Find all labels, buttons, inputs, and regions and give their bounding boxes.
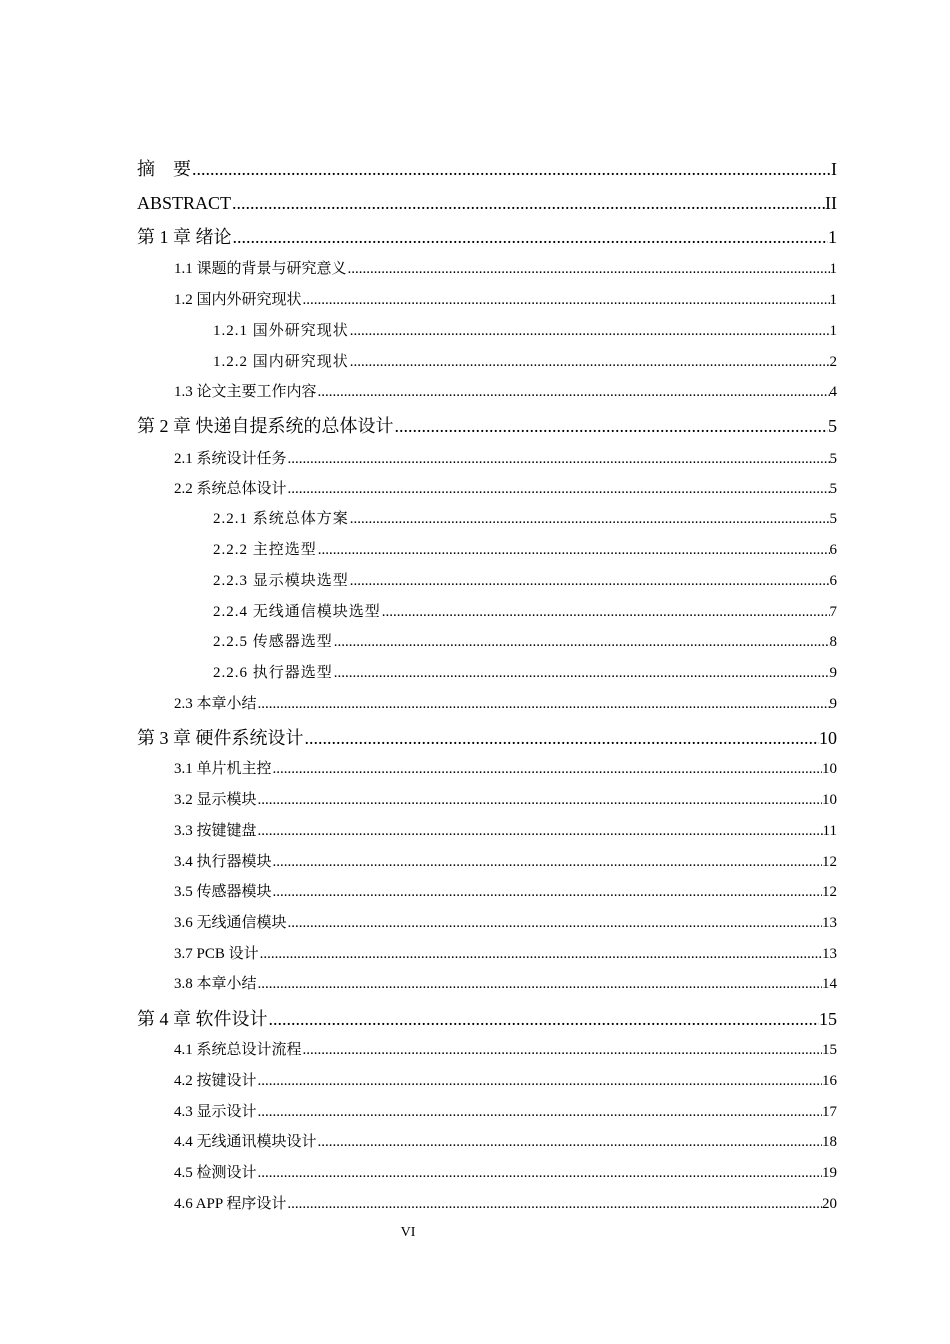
dot-leader [287,1197,822,1212]
toc-entry-label: 第 2 章 快递自提系统的总体设计 [137,416,394,436]
toc-entry-page: 2 [829,354,837,370]
toc-entry-page: 15 [819,1009,837,1029]
toc-entry-label: 2.2.6 执行器选型 [213,665,333,681]
dot-leader [318,1135,822,1150]
dot-leader [305,729,820,747]
toc-entry-label: 1.2.1 国外研究现状 [213,323,349,339]
dot-leader [258,1074,822,1089]
toc-entry-page: 14 [822,976,837,992]
dot-leader [395,417,829,435]
toc-entry-page: 1 [829,323,837,339]
toc-entry-label: 2.3 本章小结 [174,696,257,712]
toc-entry-label: 第 1 章 绪论 [137,227,232,247]
toc-entry-label: 3.6 无线通信模块 [174,915,287,931]
toc-entry-page: 7 [829,604,837,620]
toc-entry-label: 第 4 章 软件设计 [137,1009,268,1029]
toc-entry-page: 5 [829,511,837,527]
toc-entry-label: 3.1 单片机主控 [174,761,272,777]
toc-entry-page: 11 [822,823,837,839]
toc-entry-label: 3.4 执行器模块 [174,854,272,870]
toc-entry-chapter-4[interactable] [137,1010,837,1028]
toc-entry-label: 摘 要 [137,159,191,179]
toc-entry-2-1[interactable] [137,452,837,467]
toc-entry-1-2-2[interactable] [137,355,837,370]
toc-entry-2-2-6[interactable] [137,666,837,681]
toc-entry-page: 9 [829,665,837,681]
toc-entry-page: I [831,159,837,179]
toc-entry-2-2-1[interactable] [137,512,837,527]
dot-leader [318,543,830,558]
toc-entry-page: 5 [829,451,837,467]
toc-entry-page: 12 [822,854,837,870]
toc-entry-label: 4.1 系统总设计流程 [174,1042,302,1058]
toc-entry-3-7[interactable] [137,947,837,962]
dot-leader [288,452,830,467]
toc-entry-page: 13 [822,915,837,931]
toc-entry-2-3[interactable] [137,697,837,712]
dot-leader [350,324,830,339]
toc-entry-label: 2.2.5 传感器选型 [213,634,333,650]
toc-entry-2-2[interactable] [137,482,837,497]
toc-entry-page: 18 [822,1134,837,1150]
toc-entry-page: 6 [829,542,837,558]
toc-entry-label: 4.2 按键设计 [174,1073,257,1089]
dot-leader [233,228,829,246]
toc-entry-abstract-en[interactable] [137,194,837,212]
toc-entry-3-5[interactable] [137,885,837,900]
dot-leader [258,697,830,712]
toc-entry-1-3[interactable] [137,385,837,400]
toc-entry-label: 第 3 章 硬件系统设计 [137,728,304,748]
toc-entry-3-1[interactable] [137,762,837,777]
toc-entry-4-4[interactable] [137,1135,837,1150]
dot-leader [273,855,822,870]
toc-entry-label: 4.6 APP 程序设计 [174,1196,287,1212]
dot-leader [350,574,830,589]
toc-entry-2-2-2[interactable] [137,543,837,558]
toc-entry-label: 4.5 检测设计 [174,1165,257,1181]
toc-entry-page: 19 [822,1165,837,1181]
toc-entry-page: 8 [829,634,837,650]
toc-entry-page: 15 [822,1042,837,1058]
toc-entry-label: 2.2 系统总体设计 [174,481,287,497]
toc-entry-4-1[interactable] [137,1043,837,1058]
toc-entry-label: 3.8 本章小结 [174,976,257,992]
toc-entry-page: 1 [829,292,837,308]
toc-entry-label: 2.2.1 系统总体方案 [213,511,349,527]
toc-entry-4-2[interactable] [137,1074,837,1089]
toc-entry-page: 1 [829,261,837,277]
toc-entry-page: 10 [819,728,837,748]
page-number: VI [400,1225,416,1240]
dot-leader [258,824,823,839]
toc-entry-4-6[interactable] [137,1197,837,1212]
toc-entry-3-2[interactable] [137,793,837,808]
toc-entry-page: 16 [822,1073,837,1089]
toc-entry-page: 6 [829,573,837,589]
toc-entry-chapter-1[interactable] [137,228,837,246]
toc-entry-label: 4.4 无线通讯模块设计 [174,1134,317,1150]
dot-leader [258,977,822,992]
toc-entry-page: 17 [822,1104,837,1120]
dot-leader [318,385,830,400]
toc-entry-label: 2.2.2 主控选型 [213,542,317,558]
toc-entry-4-5[interactable] [137,1166,837,1181]
toc-entry-abstract-cn[interactable] [137,160,837,178]
toc-entry-page: 10 [822,761,837,777]
toc-entry-1-2-1[interactable] [137,324,837,339]
toc-entry-3-6[interactable] [137,916,837,931]
dot-leader [258,1166,822,1181]
toc-entry-3-3[interactable] [137,824,837,839]
toc-entry-1-1[interactable] [137,262,837,277]
toc-entry-2-2-4[interactable] [137,605,837,620]
dot-leader [382,605,830,620]
toc-entry-page: 10 [822,792,837,808]
dot-leader [348,262,830,277]
dot-leader [334,666,830,681]
dot-leader [288,916,822,931]
toc-entry-3-8[interactable] [137,977,837,992]
dot-leader [260,947,822,962]
toc-entry-label: 1.2.2 国内研究现状 [213,354,349,370]
dot-leader [303,1043,822,1058]
dot-leader [350,512,830,527]
toc-entry-2-2-3[interactable] [137,574,837,589]
dot-leader [232,194,825,212]
toc-entry-page: II [825,193,837,213]
toc-entry-label: 2.1 系统设计任务 [174,451,287,467]
toc-entry-label: 1.1 课题的背景与研究意义 [174,261,347,277]
toc-entry-4-3[interactable] [137,1105,837,1120]
toc-entry-page: 4 [829,384,837,400]
toc-entry-label: 2.2.4 无线通信模块选型 [213,604,381,620]
dot-leader [350,355,830,370]
toc-entry-label: 1.2 国内外研究现状 [174,292,302,308]
toc-entry-page: 5 [829,481,837,497]
toc-entry-label: 4.3 显示设计 [174,1104,257,1120]
toc-entry-page: 9 [829,696,837,712]
dot-leader [269,1010,820,1028]
dot-leader [334,635,830,650]
toc-entry-label: 3.3 按键键盘 [174,823,257,839]
toc-entry-label: 3.5 传感器模块 [174,884,272,900]
dot-leader [273,762,822,777]
toc-entry-1-2[interactable] [137,293,837,308]
dot-leader [258,793,822,808]
toc-entry-page: 5 [828,416,837,436]
toc-entry-label: 1.3 论文主要工作内容 [174,384,317,400]
toc-entry-label: 3.7 PCB 设计 [174,946,259,962]
toc-entry-chapter-2[interactable] [137,417,837,435]
toc-entry-label: ABSTRACT [137,193,232,213]
toc-entry-page: 12 [822,884,837,900]
toc-entry-label: 3.2 显示模块 [174,792,257,808]
toc-entry-page: 13 [822,946,837,962]
toc-entry-page: 1 [828,227,837,247]
dot-leader [258,1105,822,1120]
toc-entry-3-4[interactable] [137,855,837,870]
toc-entry-label: 2.2.3 显示模块选型 [213,573,349,589]
toc-entry-page: 20 [822,1196,837,1212]
dot-leader [288,482,830,497]
dot-leader [192,160,831,178]
dot-leader [273,885,822,900]
toc-entry-chapter-3[interactable] [137,729,837,747]
toc-entry-2-2-5[interactable] [137,635,837,650]
dot-leader [303,293,830,308]
